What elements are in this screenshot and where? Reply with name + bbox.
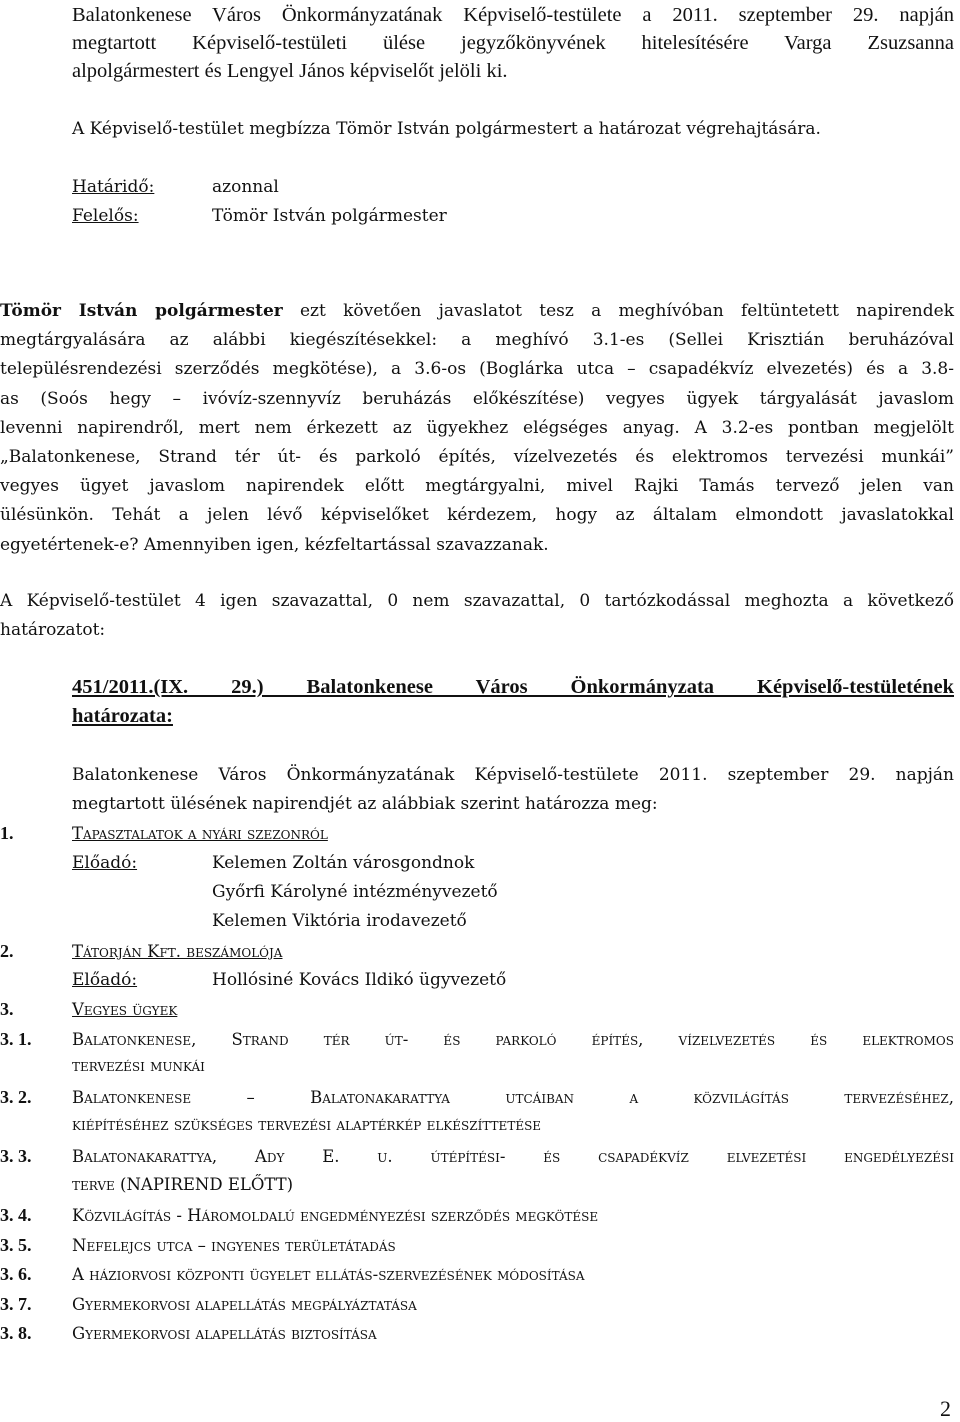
vote-line-2: határozatot: xyxy=(0,620,106,640)
speaker-label-2: Előadó: xyxy=(72,970,138,990)
speaker-2a: Hollósiné Kovács Ildikó ügyvezető xyxy=(212,970,507,990)
resolution-title-cont: határozata: xyxy=(72,705,173,727)
agenda-title-3-1-cont: tervezési munkái xyxy=(72,1056,205,1075)
deadline-label: Határidő: xyxy=(72,177,155,197)
page-number: 2 xyxy=(940,1396,951,1421)
proposal-line: megtárgyalására az alábbi kiegészítésekkel: a meghívó 3.1-es (Sellei Krisztián beruházóval xyxy=(0,330,954,351)
agenda-title-3-3: Balatonakarattya, Ady E. u. útépítési- és csapadékvíz elvezetési engedélyezési xyxy=(72,1147,954,1166)
responsible-value: Tömör István polgármester xyxy=(212,206,447,226)
agenda-num-3-8: 3. 8. xyxy=(0,1323,32,1343)
agenda-num-3-6: 3. 6. xyxy=(0,1264,32,1284)
intro-line-3: alpolgármestert és Lengyel János képviselőt jelöli ki. xyxy=(72,60,508,82)
speaker-1a: Kelemen Zoltán városgondnok xyxy=(212,853,475,873)
deadline-value: azonnal xyxy=(212,177,279,197)
proposal-line: ülésünkön. Tehát a jelen lévő képviselőket kérdezem, hogy az általam elmondott javaslatokkal xyxy=(0,505,954,526)
agenda-num-3-3: 3. 3. xyxy=(0,1146,32,1166)
agenda-num-3-5: 3. 5. xyxy=(0,1235,32,1255)
responsible-label: Felelős: xyxy=(72,206,139,226)
agenda-title-3: Vegyes ügyek xyxy=(72,1000,178,1019)
agenda-num-3-1: 3. 1. xyxy=(0,1029,32,1049)
resolution-text-1: Balatonkenese Város Önkormányzatának Képviselő-testülete 2011. szeptember 29. napján xyxy=(72,765,954,785)
agenda-title-3-1: Balatonkenese, Strand tér út- és parkoló építés, vízelvezetés és elektromos xyxy=(72,1030,954,1049)
agenda-title-3-2: Balatonkenese – Balatonakarattya utcáiban a közvilágítás tervezéséhez, xyxy=(72,1088,954,1107)
agenda-num-3: 3. xyxy=(0,999,14,1019)
speaker-1c: Kelemen Viktória irodavezető xyxy=(212,911,467,931)
intro-line-1: Balatonkenese Város Önkormányzatának Képviselő-testülete a 2011. szeptember 29. napján xyxy=(72,4,954,26)
agenda-num-3-2: 3. 2. xyxy=(0,1087,32,1107)
agenda-title-3-5: Nefelejcs utca – ingyenes területátadás xyxy=(72,1236,396,1255)
agenda-num-2: 2. xyxy=(0,941,14,961)
agenda-title-3-2-cont: kiépítéséhez szükséges tervezési alaptérkép elkészíttetése xyxy=(72,1115,542,1134)
proposal-line: vegyes ügyet javaslom napirendek előtt megtárgyalni, mivel Rajki Tamás tervező jelen van xyxy=(0,476,954,497)
proposal-line: levenni napirendről, mert nem érkezett az ügyekhez elégséges anyag. A 3.2-es pontban megjelölt xyxy=(0,417,954,438)
proposal-line: egyetértenek-e? Amennyiben igen, kézfeltartással szavazzanak. xyxy=(0,534,549,555)
speaker-1b: Győrfi Károlyné intézményvezető xyxy=(212,882,498,902)
proposal-line: Tömör István polgármester ezt követően javaslatot tesz a meghívóban feltüntetett napirendek xyxy=(0,301,954,321)
agenda-title-3-4: Közvilágítás - Háromoldalú engedményezési szerződés megkötése xyxy=(72,1206,599,1225)
proposal-line: „Balatonkenese, Strand tér út- és parkoló építés, vízelvezetés és elektromos tervezési munkái” xyxy=(0,447,954,467)
agenda-num-3-4: 3. 4. xyxy=(0,1205,32,1225)
resolution-text-2: megtartott ülésének napirendjét az alábbiak szerint határozza meg: xyxy=(72,794,658,814)
proposal-line: as (Soós hegy – ivóvíz-szennyvíz beruházás előkészítése) vegyes ügyek tárgyalását javaslom xyxy=(0,388,954,409)
agenda-title-3-6: A háziorvosi központi ügyelet ellátás-szervezésének módosítása xyxy=(72,1265,585,1284)
agenda-title-1: Tapasztalatok a nyári szezonról xyxy=(72,824,328,843)
proposal-line: településrendezési szerződés megkötése), a 3.6-os (Boglárka utca – csapadékvíz elvezetés) és a 3.8- xyxy=(0,359,954,380)
resolution-title: 451/2011.(IX. 29.) Balatonkenese Város Önkormányzata Képviselő-testületének xyxy=(72,676,954,698)
agenda-num-1: 1. xyxy=(0,823,14,843)
agenda-title-2: Tátorján Kft. beszámolója xyxy=(72,942,283,961)
mandate-text: A Képviselő-testület megbízza Tömör István polgármestert a határozat végrehajtására. xyxy=(72,119,821,139)
agenda-title-3-3-cont: terve (NAPIREND ELŐTT) xyxy=(72,1175,294,1194)
agenda-title-3-7: Gyermekorvosi alapellátás megpályáztatása xyxy=(72,1295,417,1314)
speaker-label-1: Előadó: xyxy=(72,853,138,873)
vote-line-1: A Képviselő-testület 4 igen szavazattal, 0 nem szavazattal, 0 tartózkodással meghozta a következő xyxy=(0,591,954,611)
intro-line-2: megtartott Képviselő-testületi ülése jegyzőkönyvének hitelesítésére Varga Zsuzsanna xyxy=(72,32,954,54)
agenda-num-3-7: 3. 7. xyxy=(0,1294,32,1314)
agenda-title-3-8: Gyermekorvosi alapellátás biztosítása xyxy=(72,1324,377,1343)
